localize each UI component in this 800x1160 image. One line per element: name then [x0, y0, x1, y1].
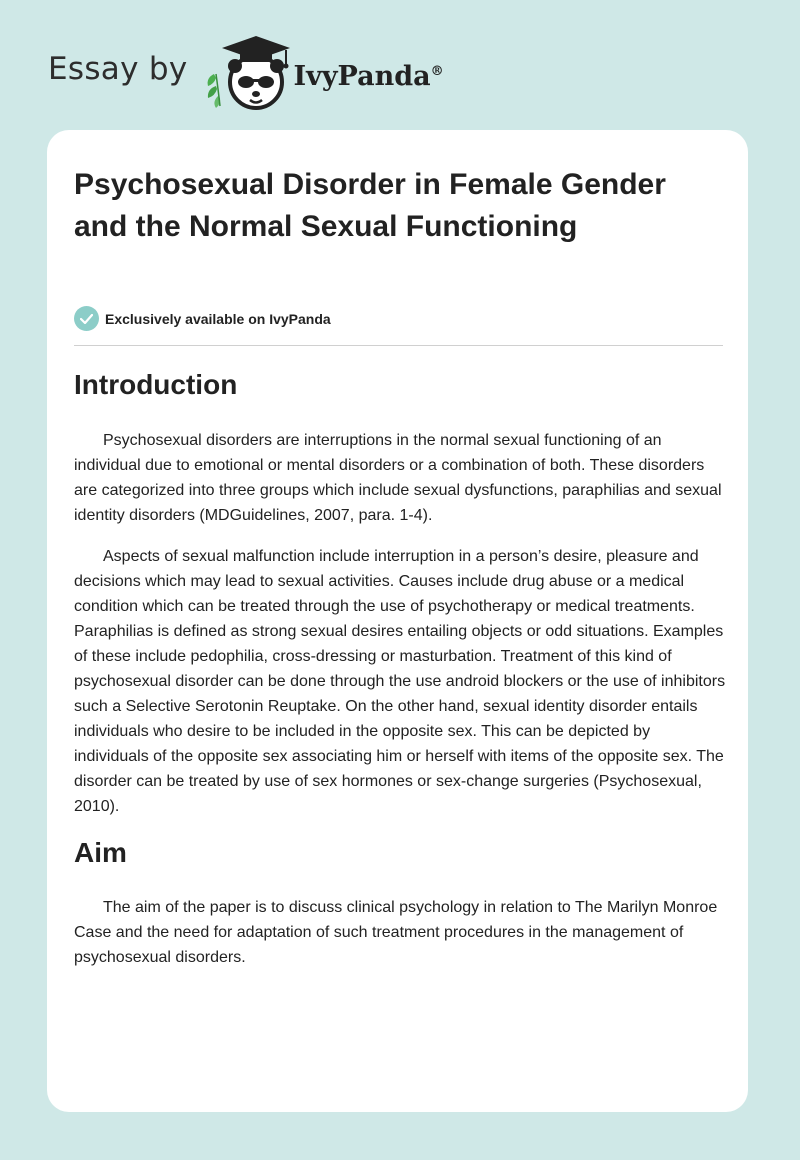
exclusive-badge [74, 306, 331, 331]
site-header [48, 30, 548, 114]
section-heading-introduction: Introduction [74, 369, 238, 400]
page-title: Psychosexual Disorder in Female Gender and the Normal Sexual Functioning [74, 168, 666, 243]
exclusive-label: Exclusively available on IvyPanda [105, 310, 331, 327]
ivy-leaf-icon [207, 74, 220, 108]
paragraph: Psychosexual disorders are interruptions in the normal sexual functioning of an individual due to emotional or mental disorders or a combination of both. These disorders are categorized into three groups which include sexual dysfunctions, paraphilias and sexual identity disorders (MDGuidelines, 2007, para. 1-4). [74, 432, 722, 524]
section-heading-aim: Aim [74, 837, 127, 868]
paragraph: The aim of the paper is to discuss clinical psychology in relation to The Marilyn Monroe Case and the need for adaptation of such treatment procedures in the management of psychosexual disorders. [74, 899, 718, 966]
check-icon [74, 306, 99, 331]
article-card [47, 130, 748, 1112]
essay-by-label: Essay by [48, 51, 188, 87]
paragraph: Aspects of sexual malfunction include interruption in a person’s desire, pleasure and decisions which may lead to sexual activities. Causes include drug abuse or a medical condition which can be treated through the use of psychotherapy or medical treatments. Paraphilias is defined as strong sexual desires entailing objects or odd situations. Examples of these include pedophilia, cross-dressing or masturbation. Treatment of this kind of psychosexual disorder can be done through the use android blockers or the use of inhibitors such a Selective Serotonin Reuptake. On the other hand, sexual identity disorder entails individuals who desire to be included in the opposite sex. This can be depicted by individuals of the opposite sex associating him or herself with items of the opposite sex. The disorder can be treated by use of sex hormones or sex-change surgeries (Psychosexual, 2010). [74, 548, 726, 815]
brand-text: IvyPanda [293, 60, 431, 92]
registered-mark: ® [430, 63, 444, 79]
brand-name[interactable] [294, 61, 444, 92]
ivypanda-logo-icon[interactable] [202, 30, 298, 114]
divider [74, 345, 723, 346]
